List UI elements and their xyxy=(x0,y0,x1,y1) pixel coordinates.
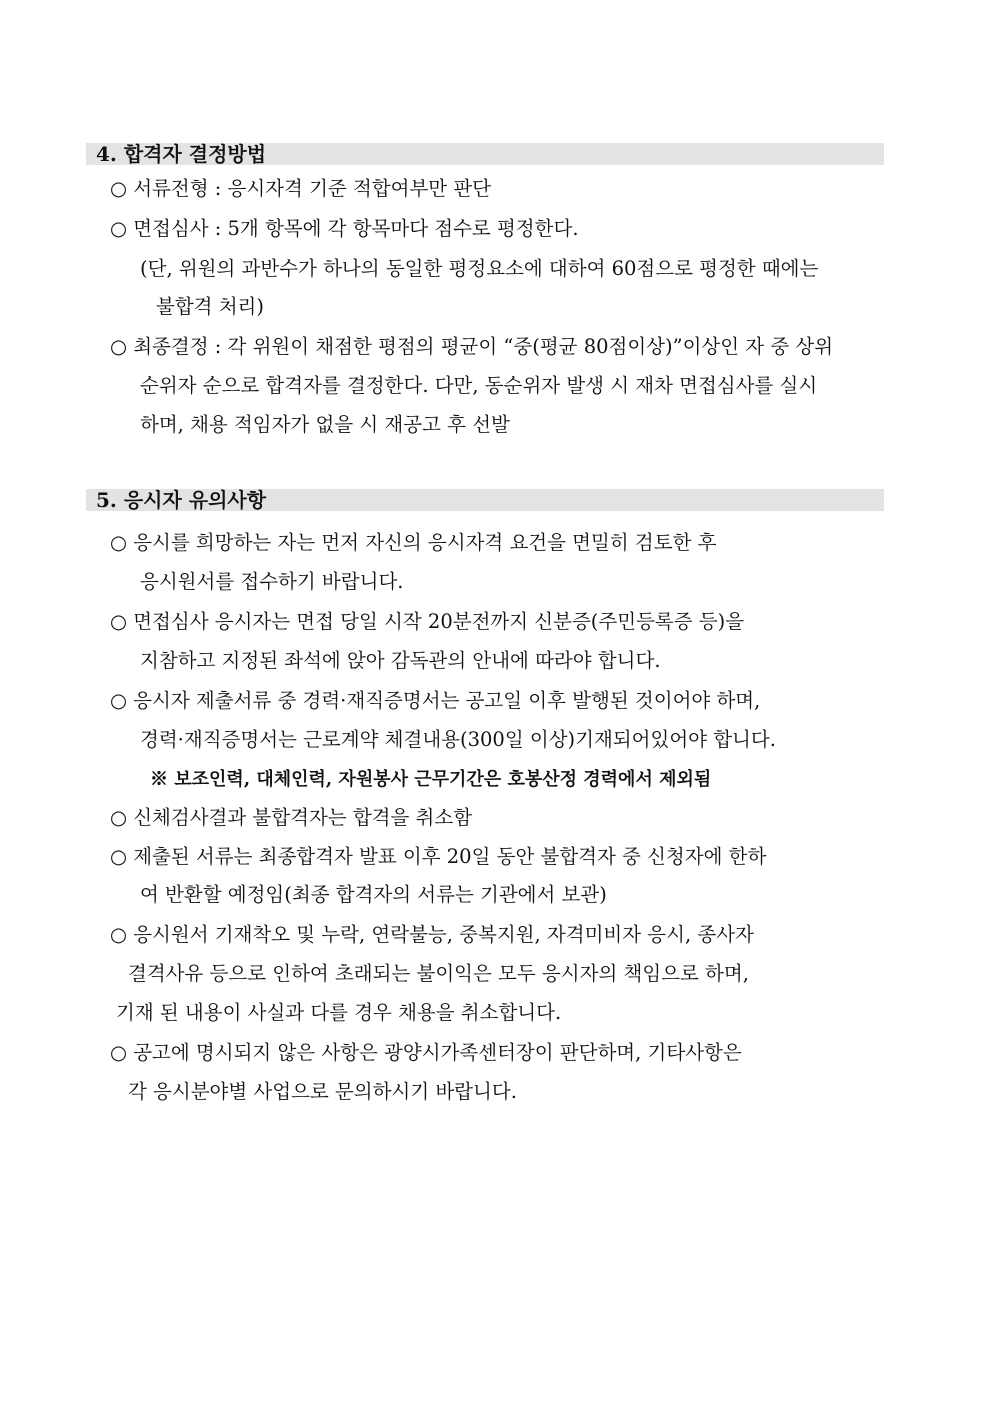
section-5-line: ○ 공고에 명시되지 않은 사항은 광양시가족센터장이 판단하며, 기타사항은 xyxy=(110,1041,742,1064)
section-5-line: 결격사유 등으로 인하여 초래되는 불이익은 모두 응시자의 책임으로 하며, xyxy=(128,962,749,985)
section-5-line: ○ 신체검사결과 불합격자는 합격을 취소함 xyxy=(110,806,473,829)
section-5-line: ○ 면접심사 응시자는 면접 당일 시작 20분전까지 신분증(주민등록증 등)을 xyxy=(110,610,745,633)
section-4-line: ○ 최종결정 : 각 위원이 채점한 평점의 평균이 “중(평균 80점이상)”이상인 자 중 상위 xyxy=(110,335,834,358)
section-5-line: 지참하고 지정된 좌석에 앉아 감독관의 안내에 따라야 합니다. xyxy=(140,649,661,672)
section-5-line: ○ 응시자 제출서류 중 경력·재직증명서는 공고일 이후 발행된 것이어야 하며, xyxy=(110,689,761,712)
section-5-line: ○ 제출된 서류는 최종합격자 발표 이후 20일 동안 불합격자 중 신청자에 한하 xyxy=(110,845,767,868)
section-5-line: 경력·재직증명서는 근로계약 체결내용(300일 이상)기재되어있어야 합니다. xyxy=(140,728,776,751)
section-5-line: 응시원서를 접수하기 바랍니다. xyxy=(140,570,404,593)
section-4-line: (단, 위원의 과반수가 하나의 동일한 평정요소에 대하여 60점으로 평정한 때에는 xyxy=(140,257,819,280)
section-4-line: 하며, 채용 적임자가 없을 시 재공고 후 선발 xyxy=(140,413,510,436)
section-4-line: ○ 서류전형 : 응시자격 기준 적합여부만 판단 xyxy=(110,177,492,200)
section-5-note: ※ 보조인력, 대체인력, 자원봉사 근무기간은 호봉산정 경력에서 제외됨 xyxy=(150,769,712,790)
section-5-line: ○ 응시원서 기재착오 및 누락, 연락불능, 중복지원, 자격미비자 응시, 종사자 xyxy=(110,923,754,946)
section-5-heading: 5. 응시자 유의사항 xyxy=(86,489,884,511)
section-4-heading: 4. 합격자 결정방법 xyxy=(86,143,884,165)
section-5-line: 여 반환할 예정임(최종 합격자의 서류는 기관에서 보관) xyxy=(140,883,607,906)
section-4-line: ○ 면접심사 : 5개 항목에 각 항목마다 점수로 평정한다. xyxy=(110,217,579,240)
section-5-line: 기재 된 내용이 사실과 다를 경우 채용을 취소합니다. xyxy=(116,1001,562,1024)
section-5-line: ○ 응시를 희망하는 자는 먼저 자신의 응시자격 요건을 면밀히 검토한 후 xyxy=(110,531,717,554)
section-4-line: 순위자 순으로 합격자를 결정한다. 다만, 동순위자 발생 시 재차 면접심사를 실시 xyxy=(140,374,818,397)
section-4-line: 불합격 처리) xyxy=(156,295,264,318)
section-5-line: 각 응시분야별 사업으로 문의하시기 바랍니다. xyxy=(128,1080,517,1103)
